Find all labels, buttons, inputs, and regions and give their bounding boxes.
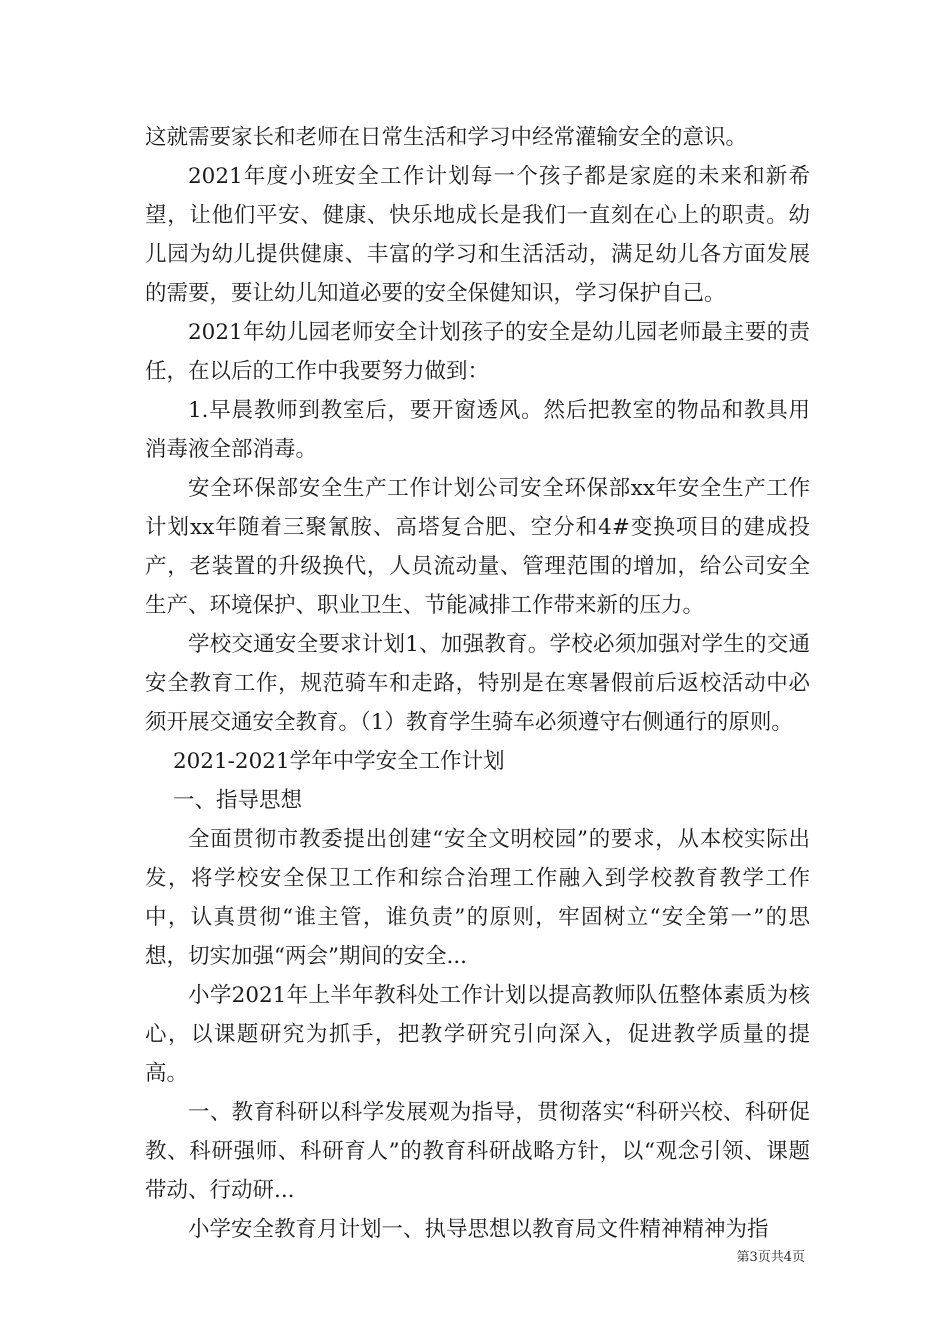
heading-middle-school-plan: 2021-2021学年中学安全工作计划: [172, 749, 505, 774]
paragraph-continuation: 这就需要家长和老师在日常生活和学习中经常灌输安全的意识。: [145, 125, 748, 150]
document-body: [145, 118, 810, 1249]
heading-guiding-ideology: 一、指导思想: [172, 788, 302, 813]
paragraph-education-research: 一、教育科研以科学发展观为指导，贯彻落实“科研兴校、科研促教、科研强师、科研育人”的教育科研战略方针，以“观念引领、课题带动、行动研...: [145, 1100, 810, 1203]
paragraph-safety-month-plan: 小学安全教育月计划一、执导思想以教育局文件精神精神为指: [188, 1217, 769, 1242]
page-number: 第3页共4页: [736, 1250, 805, 1265]
paragraph-research-office-plan: 小学2021年上半年教科处工作计划以提高教师队伍整体素质为核心，以课题研究为抓手，把教学研究引向深入，促进教学质量的提高。: [145, 983, 810, 1086]
paragraph-safe-campus: 全面贯彻市教委提出创建“安全文明校园”的要求，从本校实际出发，将学校安全保卫工作和综合治理工作融入到学校教育教学工作中，认真贯彻“谁主管，谁负责”的原则，牢固树立“安全第一”的思想，切实加强“两会”期间的安全...: [145, 827, 810, 969]
paragraph-school-traffic-safety: 学校交通安全要求计划1、加强教育。学校必须加强对学生的交通安全教育工作，规范骑车和走路，特别是在寒暑假前后返校活动中必须开展交通安全教育。（1）教育学生骑车必须遵守右侧通行的原则。: [145, 632, 810, 735]
paragraph-morning-disinfection: 1.早晨教师到教室后，要开窗透风。然后把教室的物品和教具用消毒液全部消毒。: [145, 398, 810, 462]
paragraph-kindergarten-teacher-plan: 2021年幼儿园老师安全计划孩子的安全是幼儿园老师最主要的责任，在以后的工作中我要努力做到：: [145, 320, 810, 384]
paragraph-kindergarten-class-plan: 2021年度小班安全工作计划每一个孩子都是家庭的未来和新希望，让他们平安、健康、快乐地成长是我们一直刻在心上的职责。幼儿园为幼儿提供健康、丰富的学习和生活活动，满足幼儿各方面发展的需要，要让幼儿知道必要的安全保健知识，学习保护自己。: [145, 164, 810, 306]
paragraph-safety-environment-dept: 安全环保部安全生产工作计划公司安全环保部xx年安全生产工作计划xx年随着三聚氰胺、高塔复合肥、空分和4#变换项目的建成投产，老装置的升级换代，人员流动量、管理范围的增加，给公司安全生产、环境保护、职业卫生、节能减排工作带来新的压力。: [145, 476, 810, 618]
